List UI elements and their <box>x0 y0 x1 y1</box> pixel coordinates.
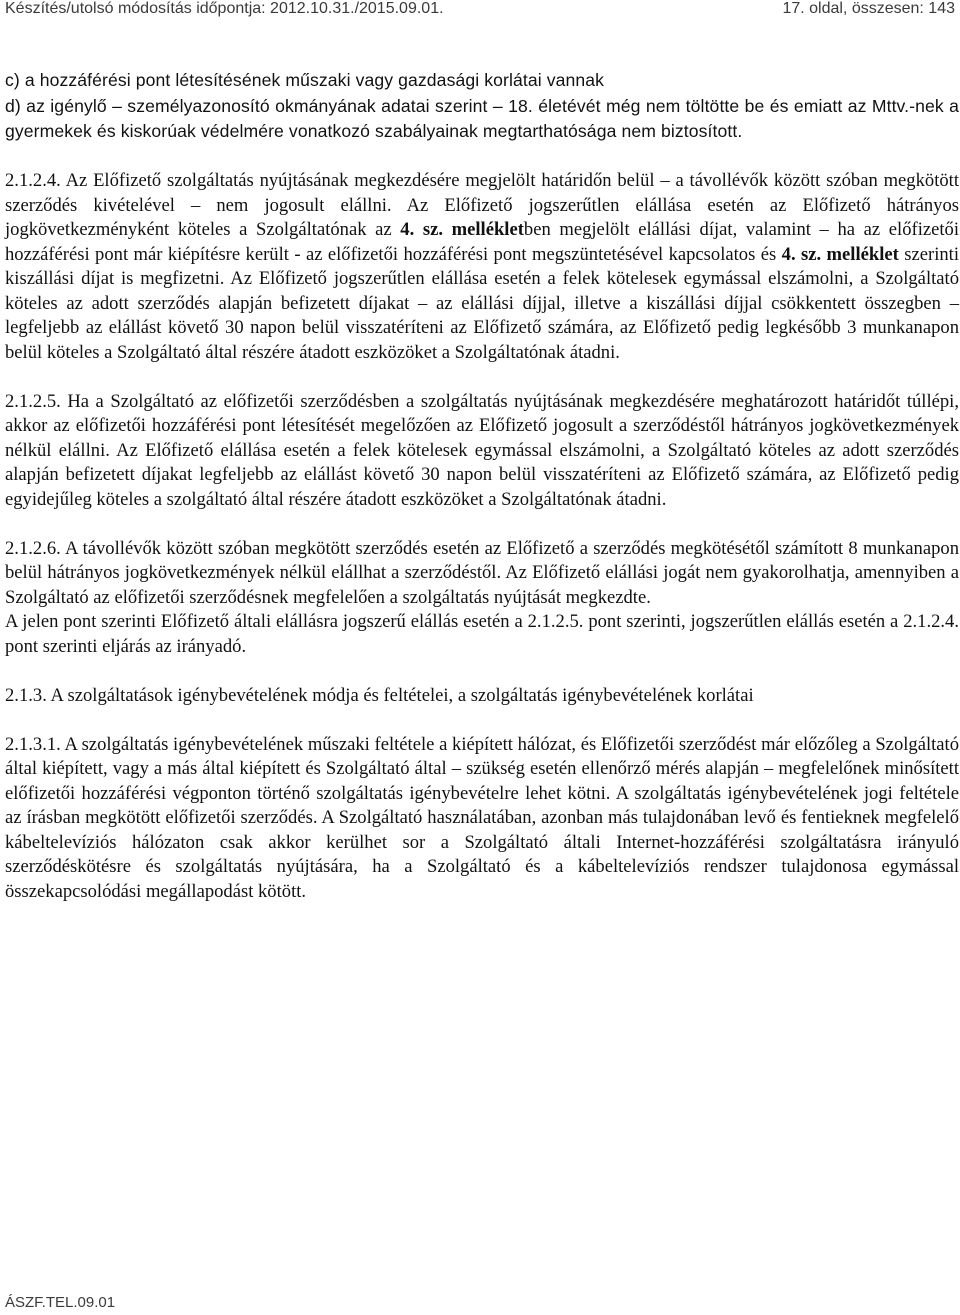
paragraph-spacer <box>5 659 959 684</box>
paragraph-text: szerinti kiszállási díjat is megfizetni. Az Előfizető jogszerűtlen elállása esetén a felek kötelesek egymással elszámolni, a Szolgáltató köteles az adott szerződés alapján befizetett díjakat – az elállási díjjal, illetve a kiszállási díjjal csökkentett összegben – legfeljebb az elállást követő 30 napon belül visszatéríteni az Előfizető számára, az Előfizető pedig legkésőbb 3 munkanapon belül köteles a Szolgáltató által részére átadott eszközöket a Szolgáltatónak átadni. <box>5 243 959 363</box>
paragraph-text: A jelen pont szerinti Előfizető általi elállásra jogszerű elállás esetén a 2.1.2.5. pont szerinti, jogszerűtlen elállás esetén a 2.1.2.4. pont szerinti eljárás az irányadó. <box>5 611 959 657</box>
paragraph-spacer <box>5 512 959 537</box>
paragraph-text: 2.1.2.5. Ha a Szolgáltató az előfizetői szerződésben a szolgáltatás nyújtásának megkezdésére meghatározott határidőt túllépi, akkor az előfizetői hozzáférési pont létesítését megelőzően az Előfizető jogosult a szerződéstől hátrányos jogkövetkezmények nélkül elállni. Az Előfizető elállása esetén a felek kötelesek egymással elszámolni, a Szolgáltató köteles az adott szerződés alapján befizetett díjakat legfeljebb az elállást követő 30 napon belül visszatéríteni az Előfizető számára, az Előfizető pedig egyidejűleg köteles a szolgáltató által részére átadott eszközöket a Szolgáltatónak átadni. <box>5 390 959 510</box>
paragraph-spacer <box>5 365 959 390</box>
bold-reference: 4. sz. melléklet <box>781 243 899 265</box>
paragraph-spacer <box>5 145 959 170</box>
document-code: ÁSZF.TEL.09.01 <box>5 1294 116 1311</box>
paragraph <box>5 684 959 709</box>
paragraph-spacer <box>5 708 959 733</box>
paragraph <box>5 733 959 905</box>
paragraph-text: 2.1.2.6. A távollévők között szóban megkötött szerződés esetén az Előfizető a szerződés megkötésétől számított 8 munkanapon belül hátrányos jogkövetkezmények nélkül elállhat a szerződéstől. Az Előfizető elállási jogát nem gyakorolhatja, amennyiben a Szolgáltató az előfizetői szerződésnek megfelelően a szolgáltatás nyújtását megkezdte. <box>5 537 959 608</box>
paragraph-text: 2.1.2.4. Az Előfizető szolgáltatás nyújtásának megkezdésére megjelölt határidőn belül – a távollévők között szóban megkötött szerződés kivételével – nem jogosult elállni. Az Előfizető jogszerűtlen elállása esetén az Előfizető hátrányos jogkövetkezményként köteles a Szolgáltatónak az <box>5 170 959 240</box>
page-header <box>5 0 960 18</box>
paragraph-text: 2.1.3. A szolgáltatások igénybevételének módja és feltételei, a szolgáltatás igénybevételének korlátai <box>5 684 754 706</box>
bold-reference: 4. sz. melléklet <box>400 219 524 240</box>
document-body <box>5 68 959 904</box>
paragraph <box>5 390 959 513</box>
paragraph <box>5 169 959 365</box>
paragraph-text: ben megjelölt elállási díjat, valamint – ha az előfizetői hozzáférési pont már kiépítésre került - az előfizetői hozzáférési pont megszüntetésével kapcsolatos és <box>5 219 959 265</box>
paragraph-text: 2.1.3.1. A szolgáltatás igénybevételének műszaki feltétele a kiépített hálózat, és Előfizetői szerződést már előzőleg a Szolgáltató által kiépített, vagy a más által kiépített és Szolgáltató által – szükség esetén ellenőrző mérés alapján – megfelelőnek minősített előfizetői hozzáférési végponton történő szolgáltatás igénybevételre lehet kötni. A szolgáltatás igénybevételének jogi feltétele az írásban megkötött előfizetői szerződés. A Szolgáltató használatában, azonban más tulajdonában levő és fentieknek megfelelő kábeltelevíziós hálózaton csak akkor kerülhet sor a Szolgáltató általi Internet-hozzáférési szolgáltatásra irányuló szerződéskötésre és szolgáltatás nyújtására, ha a Szolgáltató és a kábeltelevíziós rendszer tulajdonosa egymással összekapcsolódási megállapodást kötött. <box>5 733 959 902</box>
paragraph-text: d) az igénylő – személyazonosító okmányának adatai szerint – 18. életévét még nem töltötte be és emiatt az Mttv.-nek a gyermekek és kiskorúak védelmére vonatkozó szabályainak megtarthatósága nem biztosított. <box>5 95 959 141</box>
paragraph-text: c) a hozzáférési pont létesítésének műszaki vagy gazdasági korlátai vannak <box>5 70 605 90</box>
paragraph <box>5 94 959 145</box>
paragraph <box>5 537 959 611</box>
paragraph <box>5 610 959 659</box>
page-counter: 17. oldal, összesen: 143 <box>782 0 955 17</box>
paragraph <box>5 68 959 94</box>
modification-date: Készítés/utolsó módosítás időpontja: 2012.10.31./2015.09.01. <box>5 0 444 17</box>
